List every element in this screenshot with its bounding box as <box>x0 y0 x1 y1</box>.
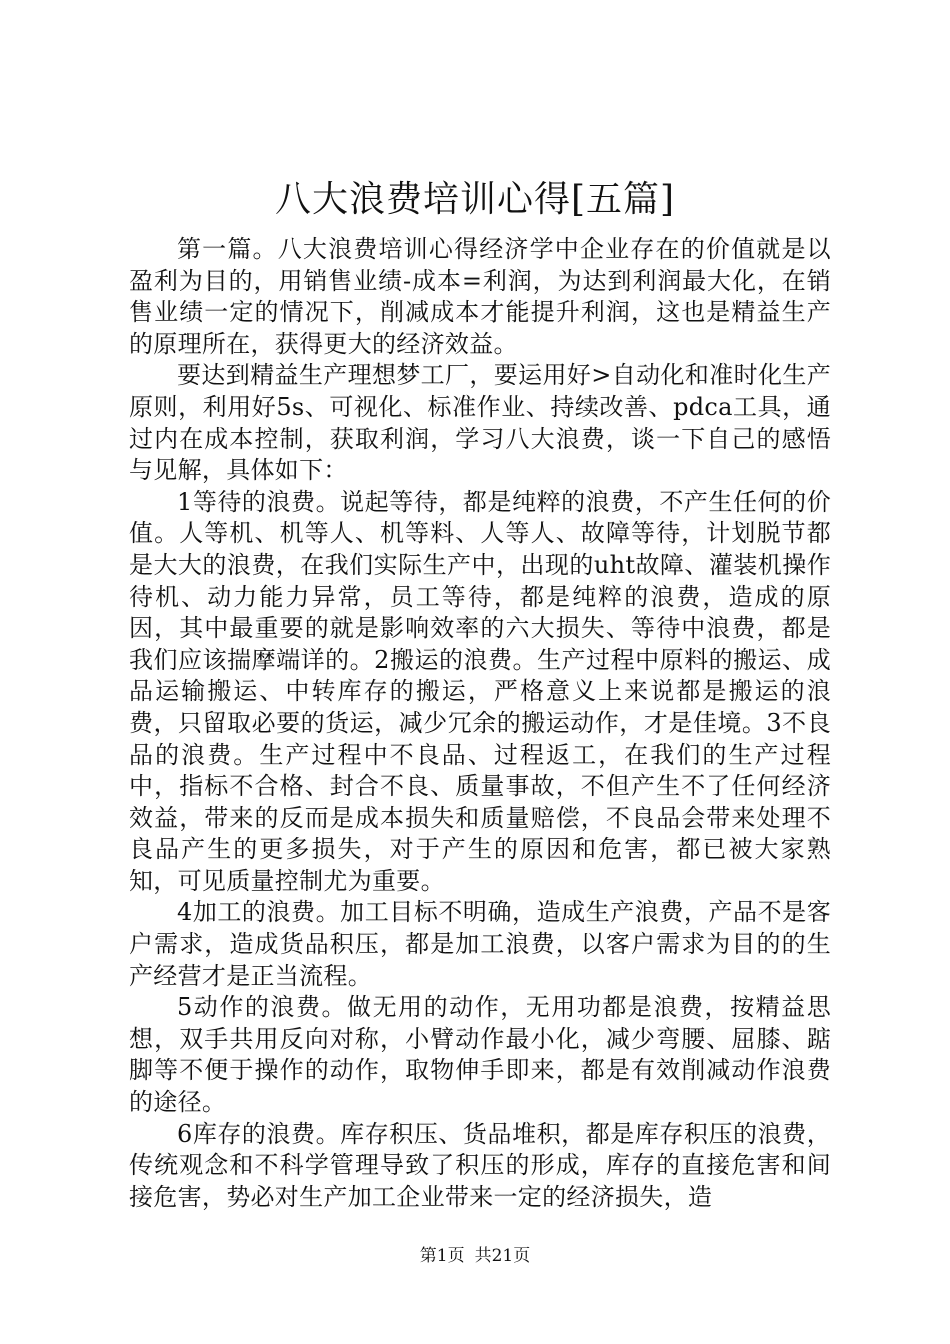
page-number: 第1页 <box>419 1246 465 1266</box>
document-title: 八大浪费培训心得[五篇] <box>274 179 676 220</box>
page-total: 共21页 <box>474 1246 531 1266</box>
paragraph-4: 4加工的浪费。加工目标不明确，造成生产浪费，产品不是客户需求，造成货品积压，都是加工浪费，以客户需求为目的的生产经营才是正当流程。 <box>129 898 831 990</box>
paragraph-2: 要达到精益生产理想梦工厂，要运用好>自动化和准时化生产原则，利用好5s、可视化、标准作业、持续改善、pdca工具，通过内在成本控制，获取利润，学习八大浪费，谈一下自己的感悟与见解，具体如下： <box>129 361 831 485</box>
paragraph-3: 1等待的浪费。说起等待，都是纯粹的浪费，不产生任何的价值。人等机、机等人、机等料、人等人、故障等待，计划脱节都是大大的浪费，在我们实际生产中，出现的uht故障、灌装机操作待机、动力能力异常，员工等待，都是纯粹的浪费，造成的原因，其中最重要的就是影响效率的六大损失、等待中浪费，都是我们应该揣摩端详的。2搬运的浪费。生产过程中原料的搬运、成品运输搬运、中转库存的搬运，严格意义上来说都是搬运的浪费，只留取必要的货运，减少冗余的搬运动作，才是佳境。3不良品的浪费。生产过程中不良品、过程返工，在我们的生产过程中，指标不合格、封合不良、质量事故，不但产生不了任何经济效益，带来的反而是成本损失和质量赔偿，不良品会带来处理不良品产生的更多损失，对于产生的原因和危害，都已被大家熟知，可见质量控制尤为重要。 <box>129 487 831 895</box>
paragraph-6: 6库存的浪费。库存积压、货品堆积，都是库存积压的浪费，传统观念和不科学管理导致了积压的形成，库存的直接危害和间接危害，势必对生产加工企业带来一定的经济损失，造 <box>129 1119 831 1211</box>
paragraph-5: 5动作的浪费。做无用的动作，无用功都是浪费，按精益思想，双手共用反向对称，小臂动作最小化，减少弯腰、屈膝、踮脚等不便于操作的动作，取物伸手即来，都是有效削减动作浪费的途径。 <box>129 993 831 1117</box>
document-body <box>129 234 831 1213</box>
page-footer <box>0 1244 950 1268</box>
paragraph-1: 第一篇。八大浪费培训心得经济学中企业存在的价值就是以盈利为目的，用销售业绩-成本=利润，为达到利润最大化，在销售业绩一定的情况下，削减成本才能提升利润，这也是精益生产的原理所在，获得更大的经济效益。 <box>129 235 831 358</box>
